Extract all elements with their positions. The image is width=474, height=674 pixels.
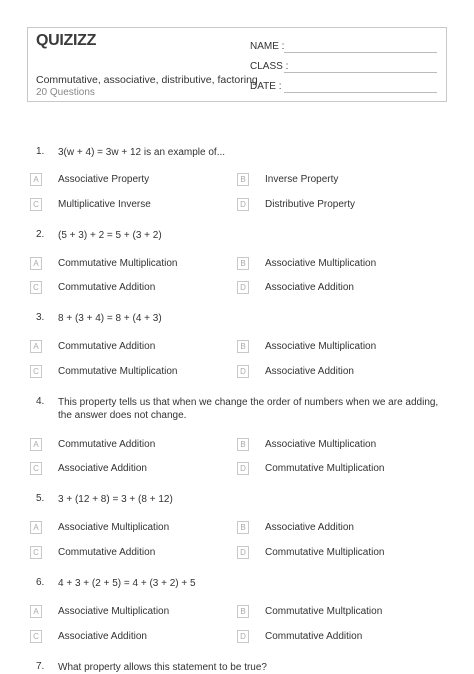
option-text: Commutative Multiplication	[265, 463, 385, 474]
option-letter-box: A	[30, 438, 42, 451]
option-text: Inverse Property	[265, 174, 339, 185]
option-letter-box: A	[30, 605, 42, 618]
option-text: Associative Multiplication	[265, 258, 377, 269]
option-letter-box: D	[237, 198, 249, 211]
option-letter-box: D	[237, 546, 249, 559]
date-field[interactable]	[250, 81, 281, 92]
option-text: Commutative Multiplication	[265, 547, 385, 558]
question-number: 3.	[36, 312, 45, 323]
quizizz-logo: QUIZIZZ	[36, 32, 97, 49]
date-label: DATE :	[250, 81, 282, 92]
option-text: Commutative Addition	[265, 631, 363, 642]
name-field[interactable]	[250, 41, 284, 52]
option-text: Associative Addition	[58, 631, 147, 642]
question-text: What property allows this statement to be true?	[58, 662, 267, 673]
option-letter-box: B	[237, 173, 249, 186]
option-text: Associative Addition	[265, 366, 354, 377]
name-label: NAME :	[250, 41, 285, 52]
option-text: Associative Property	[58, 174, 150, 185]
option-text: Distributive Property	[265, 199, 356, 210]
option-text: Associative Addition	[265, 522, 354, 533]
option-text: Associative Addition	[58, 463, 147, 474]
question-number: 2.	[36, 229, 45, 240]
option-letter-box: B	[237, 438, 249, 451]
question-text: 4 + 3 + (2 + 5) = 4 + (3 + 2) + 5	[58, 578, 196, 589]
question-text: 3 + (12 + 8) = 3 + (8 + 12)	[58, 494, 173, 505]
option-letter-box: A	[30, 257, 42, 270]
worksheet-title: Commutative, associative, distributive, factoring	[36, 74, 258, 86]
option-letter-box: B	[237, 605, 249, 618]
question-text: 8 + (3 + 4) = 8 + (4 + 3)	[58, 313, 162, 324]
option-letter-box: C	[30, 462, 42, 475]
class-label: CLASS :	[250, 61, 289, 72]
option-letter-box: B	[237, 257, 249, 270]
option-text: Commutative Addition	[58, 341, 156, 352]
option-letter-box: A	[30, 340, 42, 353]
question-number: 1.	[36, 146, 45, 157]
question-number: 6.	[36, 577, 45, 588]
option-text: Associative Multiplication	[265, 439, 377, 450]
option-text: Associative Multiplication	[265, 341, 377, 352]
option-text: Commutative Multplication	[265, 606, 383, 617]
option-letter-box: C	[30, 365, 42, 378]
option-letter-box: D	[237, 462, 249, 475]
option-letter-box: D	[237, 365, 249, 378]
option-text: Commutative Multiplication	[58, 258, 178, 269]
option-letter-box: A	[30, 173, 42, 186]
option-text: Multiplicative Inverse	[58, 199, 151, 210]
question-text: This property tells us that when we change the order of numbers when we are adding, the answer does not change.	[58, 397, 439, 421]
name-line	[284, 52, 437, 53]
option-letter-box: C	[30, 198, 42, 211]
option-letter-box: B	[237, 340, 249, 353]
option-letter-box: A	[30, 521, 42, 534]
option-text: Commutative Multiplication	[58, 366, 178, 377]
option-letter-box: B	[237, 521, 249, 534]
option-letter-box: C	[30, 281, 42, 294]
question-number: 4.	[36, 396, 45, 407]
option-text: Associative Multiplication	[58, 522, 170, 533]
option-letter-box: C	[30, 630, 42, 643]
option-letter-box: D	[237, 281, 249, 294]
option-text: Associative Multiplication	[58, 606, 170, 617]
question-number: 5.	[36, 493, 45, 504]
option-letter-box: D	[237, 630, 249, 643]
question-text: 3(w + 4) = 3w + 12 is an example of...	[58, 147, 226, 158]
option-text: Commutative Addition	[58, 439, 156, 450]
question-count: 20 Questions	[36, 87, 95, 98]
option-letter-box: C	[30, 546, 42, 559]
option-text: Commutative Addition	[58, 282, 156, 293]
worksheet-header	[27, 27, 447, 102]
question-number: 7.	[36, 661, 45, 672]
date-line	[284, 92, 437, 93]
question-text: (5 + 3) + 2 = 5 + (3 + 2)	[58, 230, 162, 241]
class-line	[284, 72, 437, 73]
option-text: Associative Addition	[265, 282, 354, 293]
class-field[interactable]	[250, 61, 288, 72]
option-text: Commutative Addition	[58, 547, 156, 558]
